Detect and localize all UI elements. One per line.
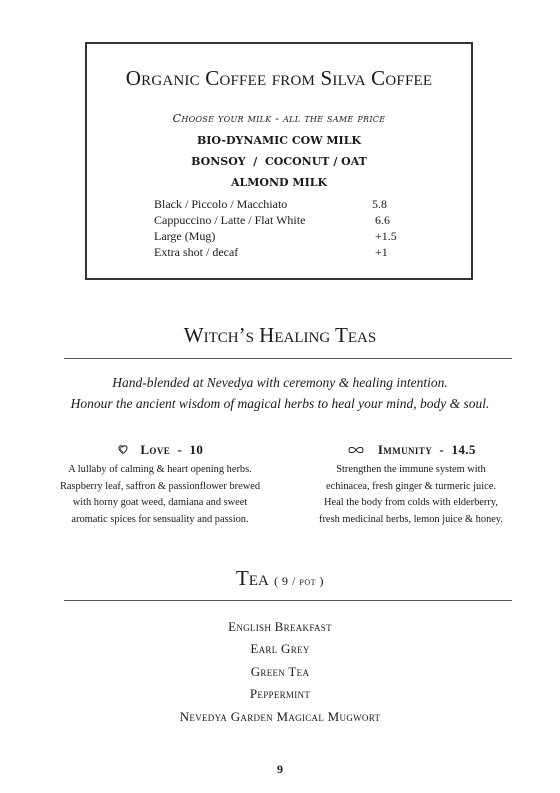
description-line: Heal the body from colds with elderberry, [324,497,498,508]
tea-list [0,616,560,728]
immunity-tea-heading: Immunity - 14.5 [286,440,536,460]
tea-item: Nevedya Garden Magical Mugwort [179,708,381,724]
drink-name: Extra shot / decaf [154,245,239,259]
page-number: 9 [277,762,283,776]
milk-note: Choose your milk - all the same price [172,112,386,125]
price-row [154,197,434,213]
tea-item: Peppermint [249,686,311,702]
drink-name: Cappuccino / Latte / Flat White [154,213,306,227]
drink-name: Large (Mug) [154,229,216,243]
divider [64,600,512,601]
drink-price: 5.8 [372,197,387,211]
tea-price-note: ( 9 / pot ) [274,574,325,588]
tea-item: English Breakfast [228,619,332,634]
description-line: aromatic spices for sensuality and passion. [71,513,249,525]
milk-option: BONSOY / COCONUT / OAT [191,155,367,168]
milk-option: ALMOND MILK [230,176,328,189]
description-line: Strengthen the immune system with [336,464,486,475]
divider [64,358,512,359]
price-row [154,213,434,229]
healing-teas-intro: Honour the ancient wisdom of magical herbs to heal your mind, body & soul. [70,396,490,411]
infinity-icon [346,441,366,461]
love-tea-description [35,462,285,528]
love-tea-name: Love [140,442,171,457]
heart-icon [117,441,129,461]
coffee-title: Organic Coffee from Silva Coffee [125,66,433,90]
milk-option: BIO-DYNAMIC COW MILK [196,134,362,147]
tea-title: Tea [235,566,269,590]
price-row [154,229,434,245]
immunity-tea-name: Immunity [377,442,433,457]
tea-section-heading [0,566,560,591]
tea-item: Earl Grey [250,641,310,657]
price-row [154,245,434,261]
description-line: A lullaby of calming & heart opening herbs. [68,464,252,475]
drink-price: +1 [375,245,388,259]
immunity-tea [286,440,536,528]
love-tea-heading: Love - 10 [35,440,285,460]
coffee-box [85,42,473,280]
love-tea [35,440,285,528]
healing-teas-intro: Hand-blended at Nevedya with ceremony & healing intention. [112,375,448,390]
love-tea-price: 10 [189,442,204,457]
drink-price: 6.6 [375,213,390,227]
coffee-price-list [154,197,434,261]
drink-name: Black / Piccolo / Macchiato [154,197,288,211]
description-line: echinacea, fresh ginger & turmeric juice. [326,480,496,492]
tea-item: Green Tea [250,663,310,679]
description-line: with horny goat weed, damiana and sweet [72,497,248,508]
description-line: fresh medicinal herbs, lemon juice & honey. [319,513,503,525]
immunity-tea-description [286,462,536,528]
description-line: Raspberry leaf, saffron & passionflower brewed [59,480,261,492]
drink-price: +1.5 [375,229,397,243]
immunity-tea-price: 14.5 [451,442,476,457]
healing-teas-title: Witch’s Healing Teas [183,323,377,347]
